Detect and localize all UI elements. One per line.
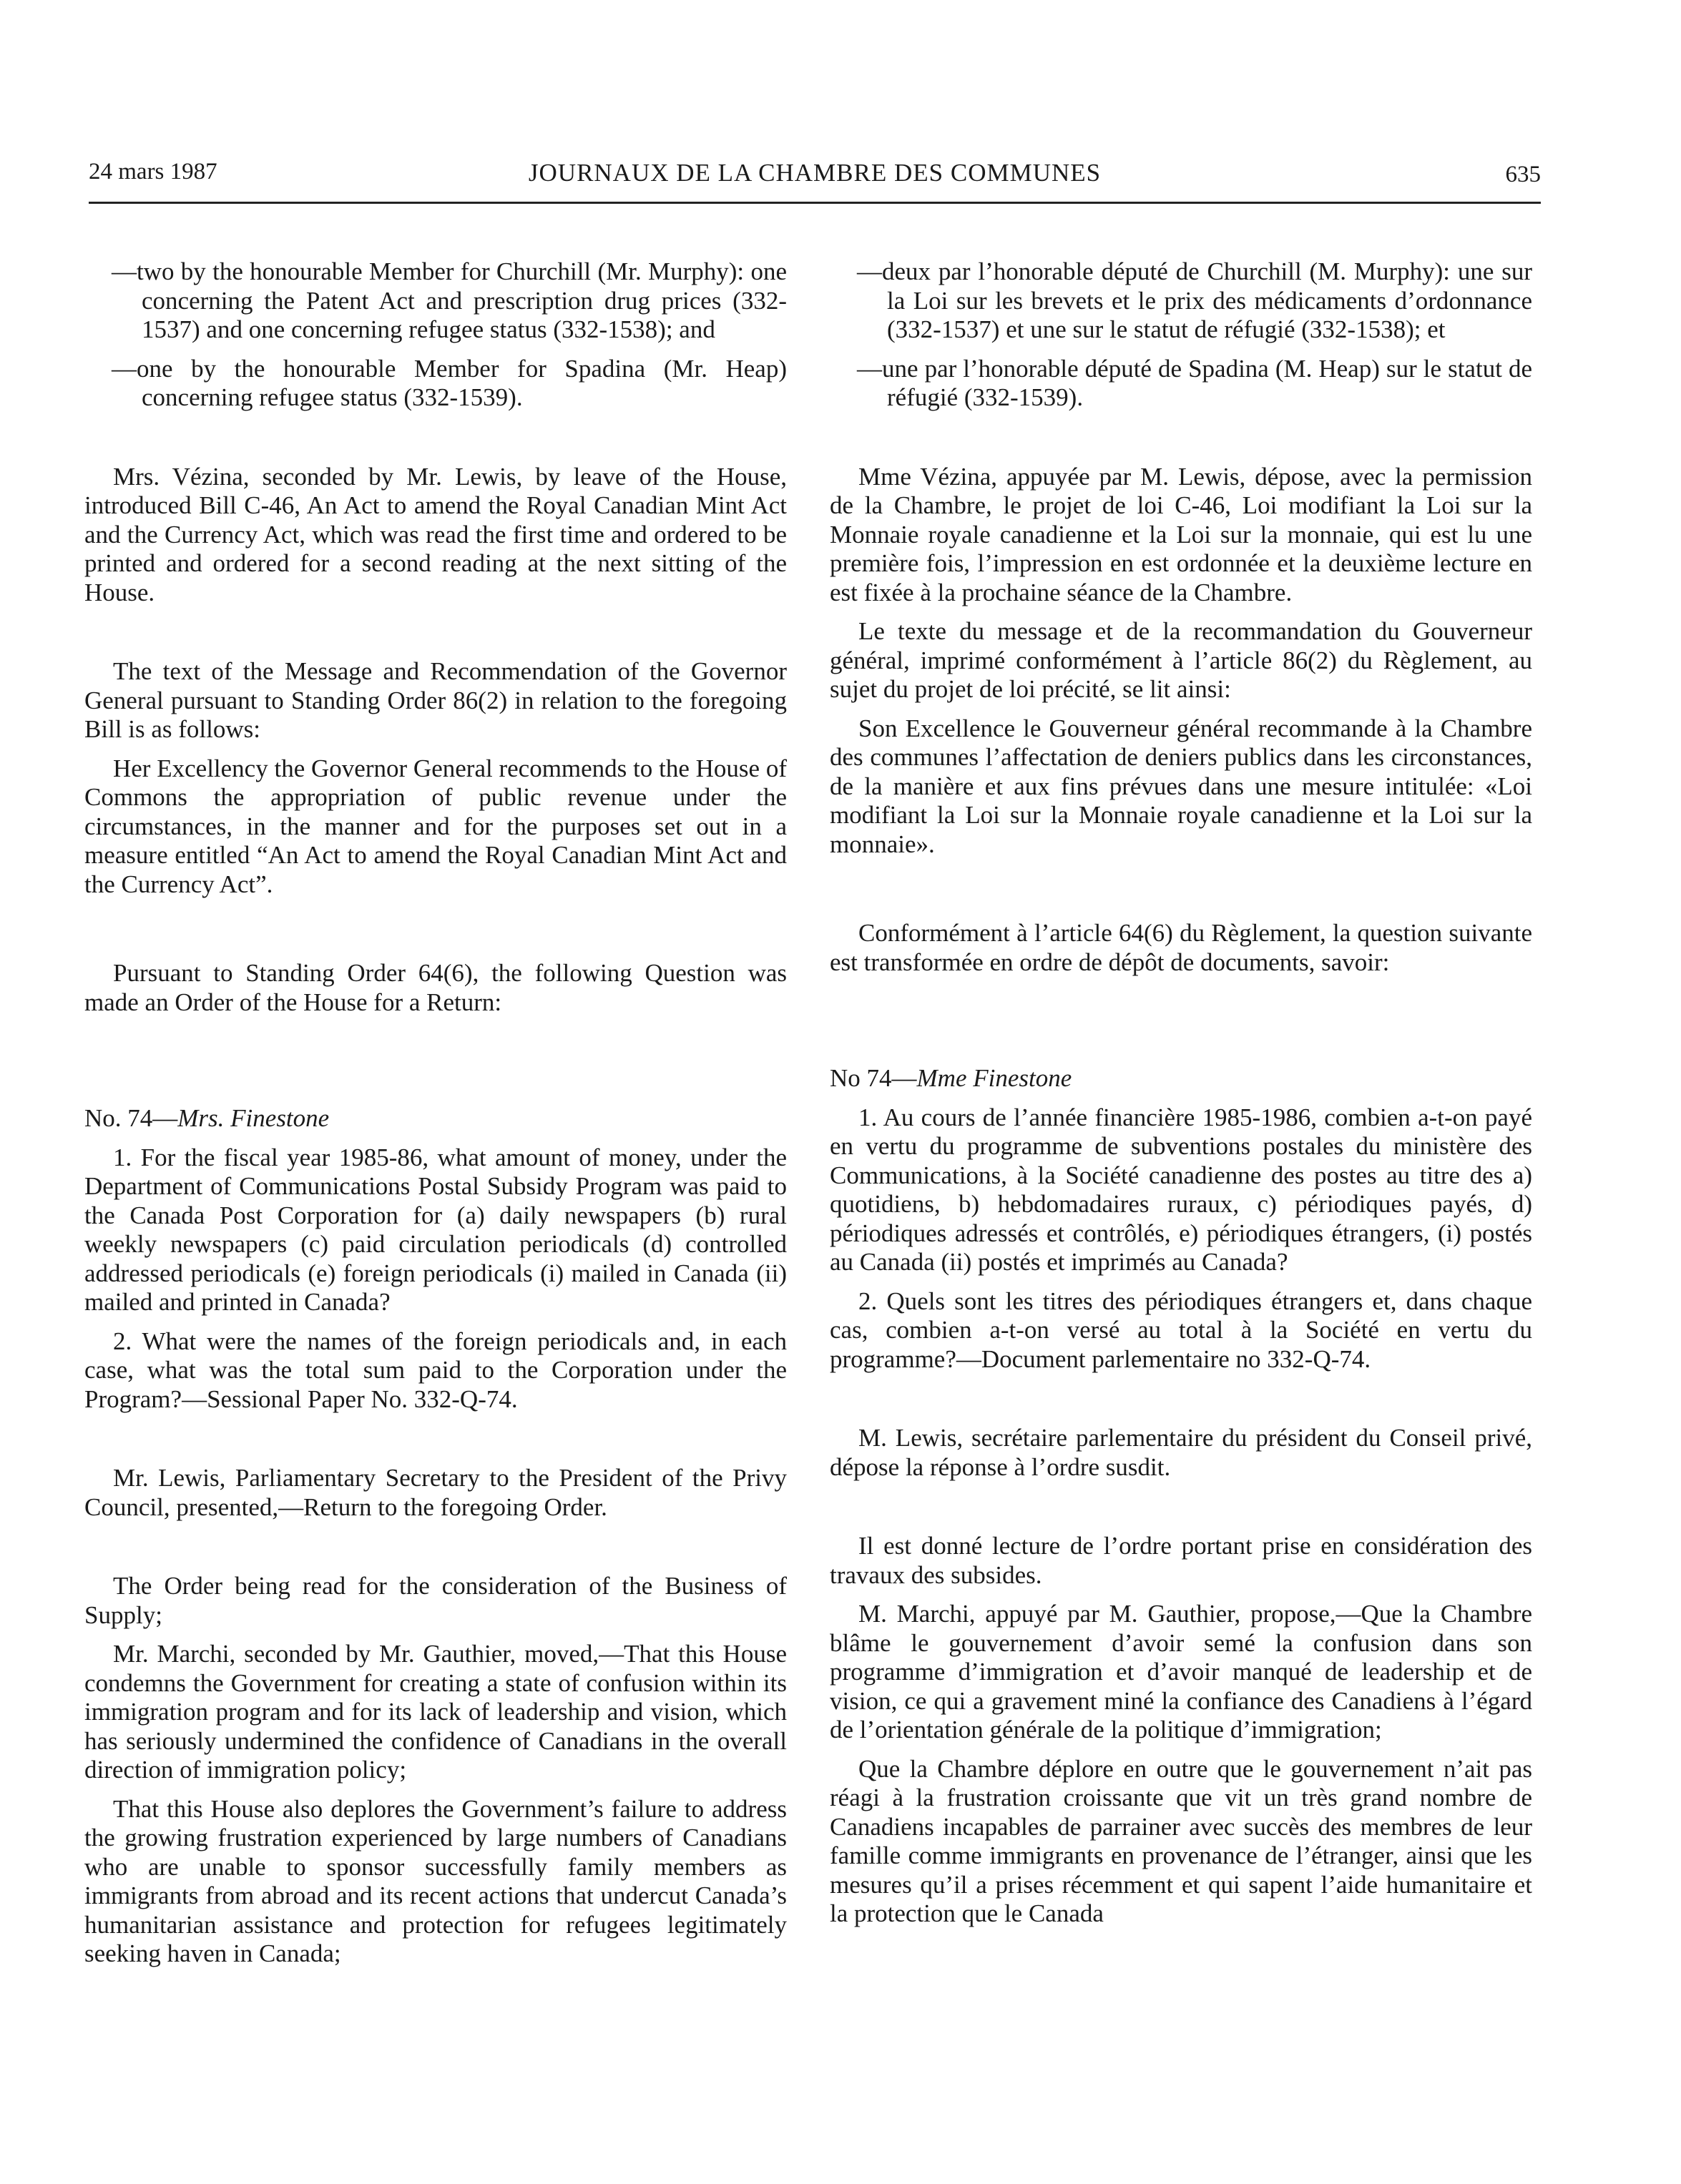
question-member: Mme Finestone (916, 1064, 1072, 1092)
page-header (89, 159, 1541, 196)
question-number: No. 74— (84, 1104, 178, 1132)
bill-introduction: Mrs. Vézina, seconded by Mr. Lewis, by leave of the House, introduced Bill C-46, An Act to amend the Royal Canadian Mint Act and the Currency Act, which was read the first time and ordered to be printed and ordered for a second reading at the next sitting of the House. (84, 462, 787, 606)
question-intro: Conformément à l’article 64(6) du Règlement, la question suivante est transformée en ordre de dépôt de documents, savoir: (830, 919, 1532, 976)
header-rule (89, 202, 1541, 204)
petition-item: —one by the honourable Member for Spadina (Mr. Heap) concerning refugee status (332-1539). (112, 354, 787, 411)
motion-paragraph-1: Mr. Marchi, seconded by Mr. Gauthier, moved,—That this House condemns the Government for creating a state of confusion within its immigration program and for its lack of leadership and vision, which has seriously undermined the confidence of Canadians in the overall direction of immigration policy; (84, 1640, 787, 1784)
question-part-2: 2. What were the names of the foreign periodicals and, in each case, what was the total sum paid to the Corporation under the Program?—Sessional Paper No. 332-Q-74. (84, 1327, 787, 1413)
petition-item: —two by the honourable Member for Churchill (Mr. Murphy): one concerning the Patent Act and prescription drug prices (332-1537) and one concerning refugee status (332-1538); and (112, 257, 787, 343)
governor-message: Her Excellency the Governor General recommends to the House of Commons the appropriation of public revenue under the circumstances, in the manner and for the purposes set out in a measure entitled “An Act to amend the Royal Canadian Mint Act and the Currency Act”. (84, 754, 787, 898)
motion-paragraph-2: That this House also deplores the Government’s failure to address the growing frustration experienced by large numbers of Canadians who are unable to sponsor successfully family members as immigrants from abroad and its recent actions that undercut Canada’s humanitarian assistance and protection for refugees legitimately seeking haven in Canada; (84, 1794, 787, 1967)
question-part-1: 1. Au cours de l’année financière 1985-1986, combien a-t-on payé en vertu du programme de subventions postales du ministère des Communications, à la Société canadienne des postes au titre des a) quotidiens, b) hebdomadaires ruraux, c) périodiques payés, d) périodiques adressés et contrôlés, e) périodiques étrangers, (i) postés au Canada (ii) postés et imprimés au Canada? (830, 1103, 1532, 1276)
question-member: Mrs. Finestone (177, 1104, 330, 1132)
bill-introduction: Mme Vézina, appuyée par M. Lewis, dépose, avec la permission de la Chambre, le projet de loi C-46, Loi modifiant la Loi sur la Monnaie royale canadienne et la Loi sur la monnaie, qui est lu une première fois, l’impression en est ordonnée et la deuxième lecture en est fixée à la prochaine séance de la Chambre. (830, 462, 1532, 606)
return-statement: M. Lewis, secrétaire parlementaire du président du Conseil privé, dépose la réponse à l’ordre susdit. (830, 1424, 1532, 1481)
petition-item: —une par l’honorable député de Spadina (M. Heap) sur le statut de réfugié (332-1539). (857, 354, 1532, 411)
message-intro: Le texte du message et de la recommandation du Gouverneur général, imprimé conformément à l’article 86(2) du Règlement, au sujet du projet de loi précité, se lit ainsi: (830, 617, 1532, 703)
order-statement: Il est donné lecture de l’ordre portant prise en considération des travaux des subsides. (830, 1532, 1532, 1589)
motion-paragraph-1: M. Marchi, appuyé par M. Gauthier, propose,—Que la Chambre blâme le gouvernement d’avoir semé la confusion dans son programme d’immigration et d’avoir manqué de leadership et de vision, ce qui a gravement miné la confiance des Canadiens à l’égard de l’orientation générale de la politique d’immigration; (830, 1600, 1532, 1743)
header-date: 24 mars 1987 (89, 159, 217, 185)
governor-message: Son Excellence le Gouverneur général recommande à la Chambre des communes l’affectation de deniers publics dans les circonstances, de la manière et aux fins prévues dans une mesure intitulée: «Loi modifiant la Loi sur la Monnaie royale canadienne et la Loi sur la monnaie». (830, 714, 1532, 858)
message-intro: The text of the Message and Recommendation of the Governor General pursuant to Standing Order 86(2) in relation to the foregoing Bill is as follows: (84, 657, 787, 743)
french-column (830, 257, 1532, 1939)
english-column (84, 257, 787, 1979)
question-part-2: 2. Quels sont les titres des périodiques étrangers et, dans chaque cas, combien a-t-on versé au total à la Société en vertu du programme?—Document parlementaire no 332-Q-74. (830, 1287, 1532, 1373)
question-part-1: 1. For the fiscal year 1985-86, what amount of money, under the Department of Communications Postal Subsidy Program was paid to the Canada Post Corporation for (a) daily newspapers (b) rural weekly newspapers (c) paid circulation periodicals (d) controlled addressed periodicals (e) foreign periodicals (i) mailed in Canada (ii) mailed and printed in Canada? (84, 1143, 787, 1316)
order-statement: The Order being read for the consideration of the Business of Supply; (84, 1572, 787, 1629)
question-heading (830, 1064, 1532, 1093)
header-title: JOURNAUX DE LA CHAMBRE DES COMMUNES (528, 159, 1102, 187)
question-number: No 74— (830, 1064, 917, 1092)
petition-item: —deux par l’honorable député de Churchill (M. Murphy): une sur la Loi sur les brevets et le prix des médicaments d’ordonnance (332-1537) et une sur le statut de réfugié (332-1538); et (857, 257, 1532, 343)
page-number: 635 (1505, 162, 1541, 187)
return-statement: Mr. Lewis, Parliamentary Secretary to the President of the Privy Council, presented,—Return to the foregoing Order. (84, 1464, 787, 1521)
question-intro: Pursuant to Standing Order 64(6), the following Question was made an Order of the House for a Return: (84, 959, 787, 1016)
motion-paragraph-2: Que la Chambre déplore en outre que le gouvernement n’ait pas réagi à la frustration croissante que vit un très grand nombre de Canadiens incapables de parrainer avec succès des membres de leur famille comme immigrants en provenance de l’étranger, ainsi que les mesures qu’il a prises récemment et qui sapent l’aide humanitaire et la protection que le Canada (830, 1754, 1532, 1927)
question-heading (84, 1104, 787, 1133)
